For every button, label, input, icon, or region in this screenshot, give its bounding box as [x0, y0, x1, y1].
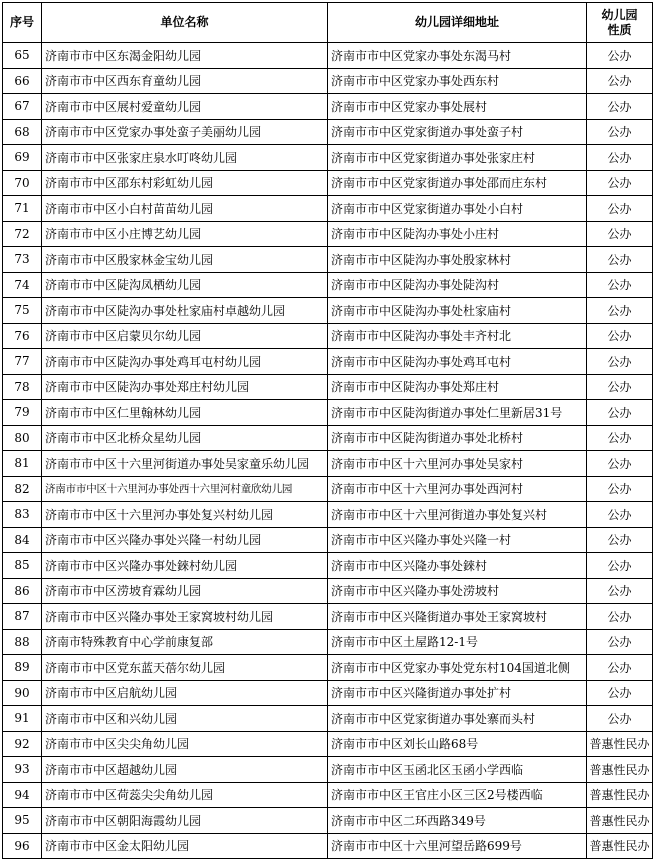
table-row	[3, 374, 653, 400]
row-number: 91	[3, 706, 42, 732]
unit-name: 济南市市中区兴隆办事处王家窝坡村幼儿园	[42, 604, 328, 630]
row-number: 68	[3, 119, 42, 145]
table-row	[3, 43, 653, 69]
kindergarten-type: 普惠性民办	[587, 731, 653, 757]
row-number: 83	[3, 502, 42, 528]
row-number: 67	[3, 94, 42, 120]
kindergarten-address: 济南市市中区陡沟办事处小庄村	[328, 221, 587, 247]
kindergarten-address: 济南市市中区党家街道办事处张家庄村	[328, 145, 587, 171]
kindergarten-type: 公办	[587, 578, 653, 604]
kindergarten-type: 公办	[587, 476, 653, 502]
kindergarten-type: 公办	[587, 706, 653, 732]
unit-name: 济南市市中区西东育童幼儿园	[42, 68, 328, 94]
row-number: 85	[3, 553, 42, 579]
unit-name: 济南市市中区兴隆办事处錸村幼儿园	[42, 553, 328, 579]
kindergarten-type: 公办	[587, 68, 653, 94]
unit-name: 济南市市中区超越幼儿园	[42, 757, 328, 783]
kindergarten-address: 济南市市中区兴隆街道办事处王家窝坡村	[328, 604, 587, 630]
kindergarten-address: 济南市市中区陡沟街道办事处仁里新居31号	[328, 400, 587, 426]
kindergarten-type: 公办	[587, 145, 653, 171]
kindergarten-address: 济南市市中区党家街道办事处蛮子村	[328, 119, 587, 145]
table-row	[3, 451, 653, 477]
unit-name: 济南市市中区和兴幼儿园	[42, 706, 328, 732]
table-row	[3, 94, 653, 120]
header-type-line2: 性质	[607, 22, 632, 37]
kindergarten-type: 公办	[587, 604, 653, 630]
row-number: 84	[3, 527, 42, 553]
kindergarten-address: 济南市市中区二环西路349号	[328, 808, 587, 834]
header-type-line1: 幼儿园	[601, 7, 638, 22]
unit-name: 济南市市中区启航幼儿园	[42, 680, 328, 706]
unit-name: 济南市市中区荷蕊尖尖角幼儿园	[42, 782, 328, 808]
table-row	[3, 604, 653, 630]
kindergarten-type: 公办	[587, 655, 653, 681]
kindergarten-address: 济南市市中区兴隆办事处涝坡村	[328, 578, 587, 604]
unit-name: 济南市市中区金太阳幼儿园	[42, 833, 328, 859]
kindergarten-address: 济南市市中区陡沟办事处郑庄村	[328, 374, 587, 400]
header-address: 幼儿园详细地址	[328, 3, 587, 43]
kindergarten-type: 公办	[587, 451, 653, 477]
unit-name: 济南市市中区兴隆办事处兴隆一村幼儿园	[42, 527, 328, 553]
kindergarten-type: 普惠性民办	[587, 782, 653, 808]
row-number: 77	[3, 349, 42, 375]
kindergarten-address: 济南市市中区十六里河办事处吴家村	[328, 451, 587, 477]
unit-name: 济南市市中区小白村苗苗幼儿园	[42, 196, 328, 222]
unit-name: 济南市市中区陡沟凤栖幼儿园	[42, 272, 328, 298]
unit-name: 济南市市中区陡沟办事处郑庄村幼儿园	[42, 374, 328, 400]
row-number: 73	[3, 247, 42, 273]
table-row	[3, 196, 653, 222]
table-row	[3, 349, 653, 375]
kindergarten-type: 公办	[587, 553, 653, 579]
row-number: 66	[3, 68, 42, 94]
unit-name: 济南市市中区展村爱童幼儿园	[42, 94, 328, 120]
kindergarten-address: 济南市市中区陡沟办事处鸡耳屯村	[328, 349, 587, 375]
table-row	[3, 119, 653, 145]
table-row	[3, 298, 653, 324]
kindergarten-address: 济南市市中区土屋路12-1号	[328, 629, 587, 655]
unit-name: 济南市市中区殷家林金宝幼儿园	[42, 247, 328, 273]
table-row	[3, 757, 653, 783]
table-row	[3, 680, 653, 706]
table-row	[3, 629, 653, 655]
kindergarten-address: 济南市市中区十六里河望岳路699号	[328, 833, 587, 859]
table-row	[3, 527, 653, 553]
table-row	[3, 578, 653, 604]
kindergarten-type: 公办	[587, 170, 653, 196]
unit-name: 济南市市中区北桥众星幼儿园	[42, 425, 328, 451]
kindergarten-type: 公办	[587, 272, 653, 298]
kindergarten-address: 济南市市中区陡沟街道办事处北桥村	[328, 425, 587, 451]
unit-name: 济南市市中区陡沟办事处杜家庙村卓越幼儿园	[42, 298, 328, 324]
kindergarten-address: 济南市市中区兴隆办事处錸村	[328, 553, 587, 579]
header-name: 单位名称	[42, 3, 328, 43]
kindergarten-address: 济南市市中区陡沟办事处杜家庙村	[328, 298, 587, 324]
kindergarten-address: 济南市市中区兴隆街道办事处扩村	[328, 680, 587, 706]
kindergarten-address: 济南市市中区兴隆办事处兴隆一村	[328, 527, 587, 553]
unit-name: 济南市市中区小庄博艺幼儿园	[42, 221, 328, 247]
kindergarten-type: 公办	[587, 119, 653, 145]
row-number: 75	[3, 298, 42, 324]
kindergarten-type: 公办	[587, 680, 653, 706]
row-number: 93	[3, 757, 42, 783]
table-row	[3, 502, 653, 528]
table-row	[3, 221, 653, 247]
unit-name: 济南市市中区涝坡育霖幼儿园	[42, 578, 328, 604]
kindergarten-address: 济南市市中区王官庄小区三区2号楼西临	[328, 782, 587, 808]
table-row	[3, 247, 653, 273]
kindergarten-type: 公办	[587, 374, 653, 400]
row-number: 71	[3, 196, 42, 222]
table-row	[3, 808, 653, 834]
row-number: 78	[3, 374, 42, 400]
unit-name: 济南市市中区陡沟办事处鸡耳屯村幼儿园	[42, 349, 328, 375]
unit-name: 济南市市中区十六里河办事处西十六里河村童欣幼儿园	[42, 476, 328, 502]
unit-name: 济南市市中区十六里河办事处复兴村幼儿园	[42, 502, 328, 528]
row-number: 89	[3, 655, 42, 681]
row-number: 90	[3, 680, 42, 706]
unit-name: 济南市特殊教育中心学前康复部	[42, 629, 328, 655]
kindergarten-type: 公办	[587, 502, 653, 528]
kindergarten-address: 济南市市中区十六里河办事处西河村	[328, 476, 587, 502]
kindergarten-table	[2, 2, 653, 859]
table-row	[3, 782, 653, 808]
kindergarten-address: 济南市市中区党家办事处展村	[328, 94, 587, 120]
unit-name: 济南市市中区尖尖角幼儿园	[42, 731, 328, 757]
table-row	[3, 425, 653, 451]
kindergarten-type: 普惠性民办	[587, 757, 653, 783]
kindergarten-address: 济南市市中区陡沟办事处殷家林村	[328, 247, 587, 273]
unit-name: 济南市市中区启蒙贝尔幼儿园	[42, 323, 328, 349]
row-number: 69	[3, 145, 42, 171]
table-row	[3, 655, 653, 681]
table-row	[3, 68, 653, 94]
unit-name: 济南市市中区张家庄泉水叮咚幼儿园	[42, 145, 328, 171]
kindergarten-type: 公办	[587, 298, 653, 324]
kindergarten-address: 济南市市中区党家街道办事处邵而庄东村	[328, 170, 587, 196]
unit-name: 济南市市中区邵东村彩虹幼儿园	[42, 170, 328, 196]
row-number: 87	[3, 604, 42, 630]
kindergarten-type: 普惠性民办	[587, 808, 653, 834]
table-row	[3, 731, 653, 757]
row-number: 92	[3, 731, 42, 757]
unit-name: 济南市市中区十六里河街道办事处吴家童乐幼儿园	[42, 451, 328, 477]
kindergarten-type: 公办	[587, 94, 653, 120]
unit-name: 济南市市中区仁里翰林幼儿园	[42, 400, 328, 426]
unit-name: 济南市市中区朝阳海霞幼儿园	[42, 808, 328, 834]
kindergarten-address: 济南市市中区刘长山路68号	[328, 731, 587, 757]
kindergarten-type: 普惠性民办	[587, 833, 653, 859]
table-row	[3, 400, 653, 426]
kindergarten-address: 济南市市中区党家办事处西东村	[328, 68, 587, 94]
table-row	[3, 272, 653, 298]
kindergarten-address: 济南市市中区党家办事处党东村104国道北侧	[328, 655, 587, 681]
kindergarten-type: 公办	[587, 43, 653, 69]
unit-name: 济南市市中区党家办事处蛮子美丽幼儿园	[42, 119, 328, 145]
kindergarten-type: 公办	[587, 349, 653, 375]
kindergarten-type: 公办	[587, 425, 653, 451]
row-number: 72	[3, 221, 42, 247]
table-row	[3, 170, 653, 196]
table-row	[3, 553, 653, 579]
kindergarten-address: 济南市市中区党家街道办事处小白村	[328, 196, 587, 222]
row-number: 86	[3, 578, 42, 604]
unit-name: 济南市市中区东渴金阳幼儿园	[42, 43, 328, 69]
row-number: 95	[3, 808, 42, 834]
header-row	[3, 3, 653, 43]
unit-name: 济南市市中区党东蓝天蓓尔幼儿园	[42, 655, 328, 681]
row-number: 79	[3, 400, 42, 426]
table-row	[3, 706, 653, 732]
table-row	[3, 323, 653, 349]
row-number: 70	[3, 170, 42, 196]
table-row	[3, 833, 653, 859]
header-no: 序号	[3, 3, 42, 43]
kindergarten-address: 济南市市中区陡沟办事处陡沟村	[328, 272, 587, 298]
row-number: 94	[3, 782, 42, 808]
row-number: 81	[3, 451, 42, 477]
row-number: 96	[3, 833, 42, 859]
row-number: 82	[3, 476, 42, 502]
row-number: 88	[3, 629, 42, 655]
kindergarten-type: 公办	[587, 323, 653, 349]
row-number: 74	[3, 272, 42, 298]
kindergarten-address: 济南市市中区党家办事处东渴马村	[328, 43, 587, 69]
table-body	[3, 43, 653, 859]
row-number: 80	[3, 425, 42, 451]
kindergarten-address: 济南市市中区陡沟办事处丰齐村北	[328, 323, 587, 349]
header-type	[587, 3, 653, 43]
kindergarten-type: 公办	[587, 247, 653, 273]
kindergarten-type: 公办	[587, 629, 653, 655]
kindergarten-type: 公办	[587, 527, 653, 553]
table-row	[3, 145, 653, 171]
kindergarten-address: 济南市市中区十六里河街道办事处复兴村	[328, 502, 587, 528]
kindergarten-address: 济南市市中区党家街道办事处寨而头村	[328, 706, 587, 732]
kindergarten-type: 公办	[587, 221, 653, 247]
row-number: 65	[3, 43, 42, 69]
kindergarten-type: 公办	[587, 196, 653, 222]
kindergarten-address: 济南市市中区玉函北区玉函小学西临	[328, 757, 587, 783]
kindergarten-type: 公办	[587, 400, 653, 426]
table-row	[3, 476, 653, 502]
row-number: 76	[3, 323, 42, 349]
